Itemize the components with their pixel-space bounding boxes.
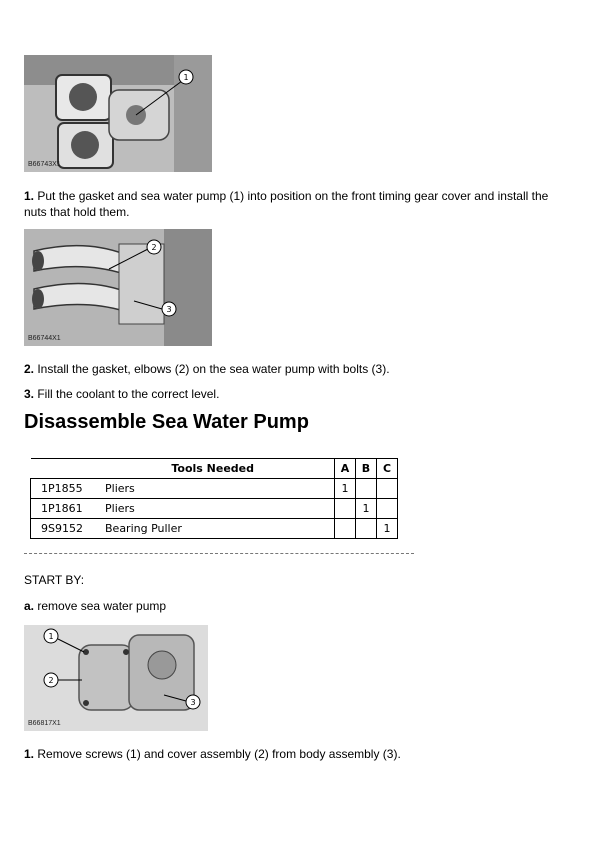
install-step-1 (24, 188, 569, 220)
qty-c (377, 479, 398, 499)
qty-a (335, 519, 356, 539)
qty-b: 1 (356, 499, 377, 519)
table-row (31, 519, 398, 539)
qty-a (335, 499, 356, 519)
callout-2: 2 (48, 676, 54, 685)
tool-name: Pliers (102, 479, 335, 499)
step-number: 1. (24, 189, 35, 203)
pump-cover-illustration (24, 625, 208, 731)
qty-c (377, 499, 398, 519)
callout-3: 3 (190, 698, 196, 707)
tool-name: Bearing Puller (102, 519, 335, 539)
tool-name: Pliers (102, 499, 335, 519)
callout-1: 1 (48, 632, 54, 641)
item-label: a. (24, 599, 35, 613)
part-number: 1P1855 (31, 479, 103, 499)
figure-elbows (24, 229, 212, 346)
elbow-photo-illustration (24, 229, 212, 346)
step-number: 1. (24, 747, 35, 761)
part-number: 9S9152 (31, 519, 103, 539)
step-text: Remove screws (1) and cover assembly (2) from body assembly (3). (34, 747, 401, 761)
section-title: Disassemble Sea Water Pump (24, 411, 309, 433)
callout-2: 2 (151, 243, 157, 252)
step-number: 3. (24, 387, 35, 401)
disassemble-step-1 (24, 746, 569, 762)
qty-b (356, 479, 377, 499)
start-by-heading: START BY: (24, 573, 85, 587)
figure-pump-installed (24, 55, 212, 172)
callout-1: 1 (183, 73, 189, 82)
figure-pump-cover (24, 625, 208, 731)
pump-photo-illustration (24, 55, 212, 172)
column-c: C (377, 459, 398, 479)
table-row (31, 499, 398, 519)
divider (24, 553, 414, 554)
figure-code: B66744X1 (28, 335, 61, 342)
step-text: Put the gasket and sea water pump (1) into position on the front timing gear cover and install the nuts that hold them. (24, 189, 549, 219)
install-step-3 (24, 386, 569, 402)
step-text: Install the gasket, elbows (2) on the sea water pump with bolts (3). (34, 362, 390, 376)
figure-code: B66817X1 (28, 720, 61, 727)
figure-code: B66743X1 (28, 161, 61, 168)
tools-needed-table (30, 458, 398, 539)
part-number: 1P1861 (31, 499, 103, 519)
column-b: B (356, 459, 377, 479)
column-a: A (335, 459, 356, 479)
callout-3: 3 (166, 305, 172, 314)
item-text: remove sea water pump (34, 599, 167, 613)
start-by-item (24, 598, 569, 614)
table-row (31, 479, 398, 499)
install-step-2 (24, 361, 569, 377)
qty-a: 1 (335, 479, 356, 499)
qty-b (356, 519, 377, 539)
qty-c: 1 (377, 519, 398, 539)
tools-header: Tools Needed (31, 459, 335, 479)
step-number: 2. (24, 362, 35, 376)
step-text: Fill the coolant to the correct level. (34, 387, 220, 401)
